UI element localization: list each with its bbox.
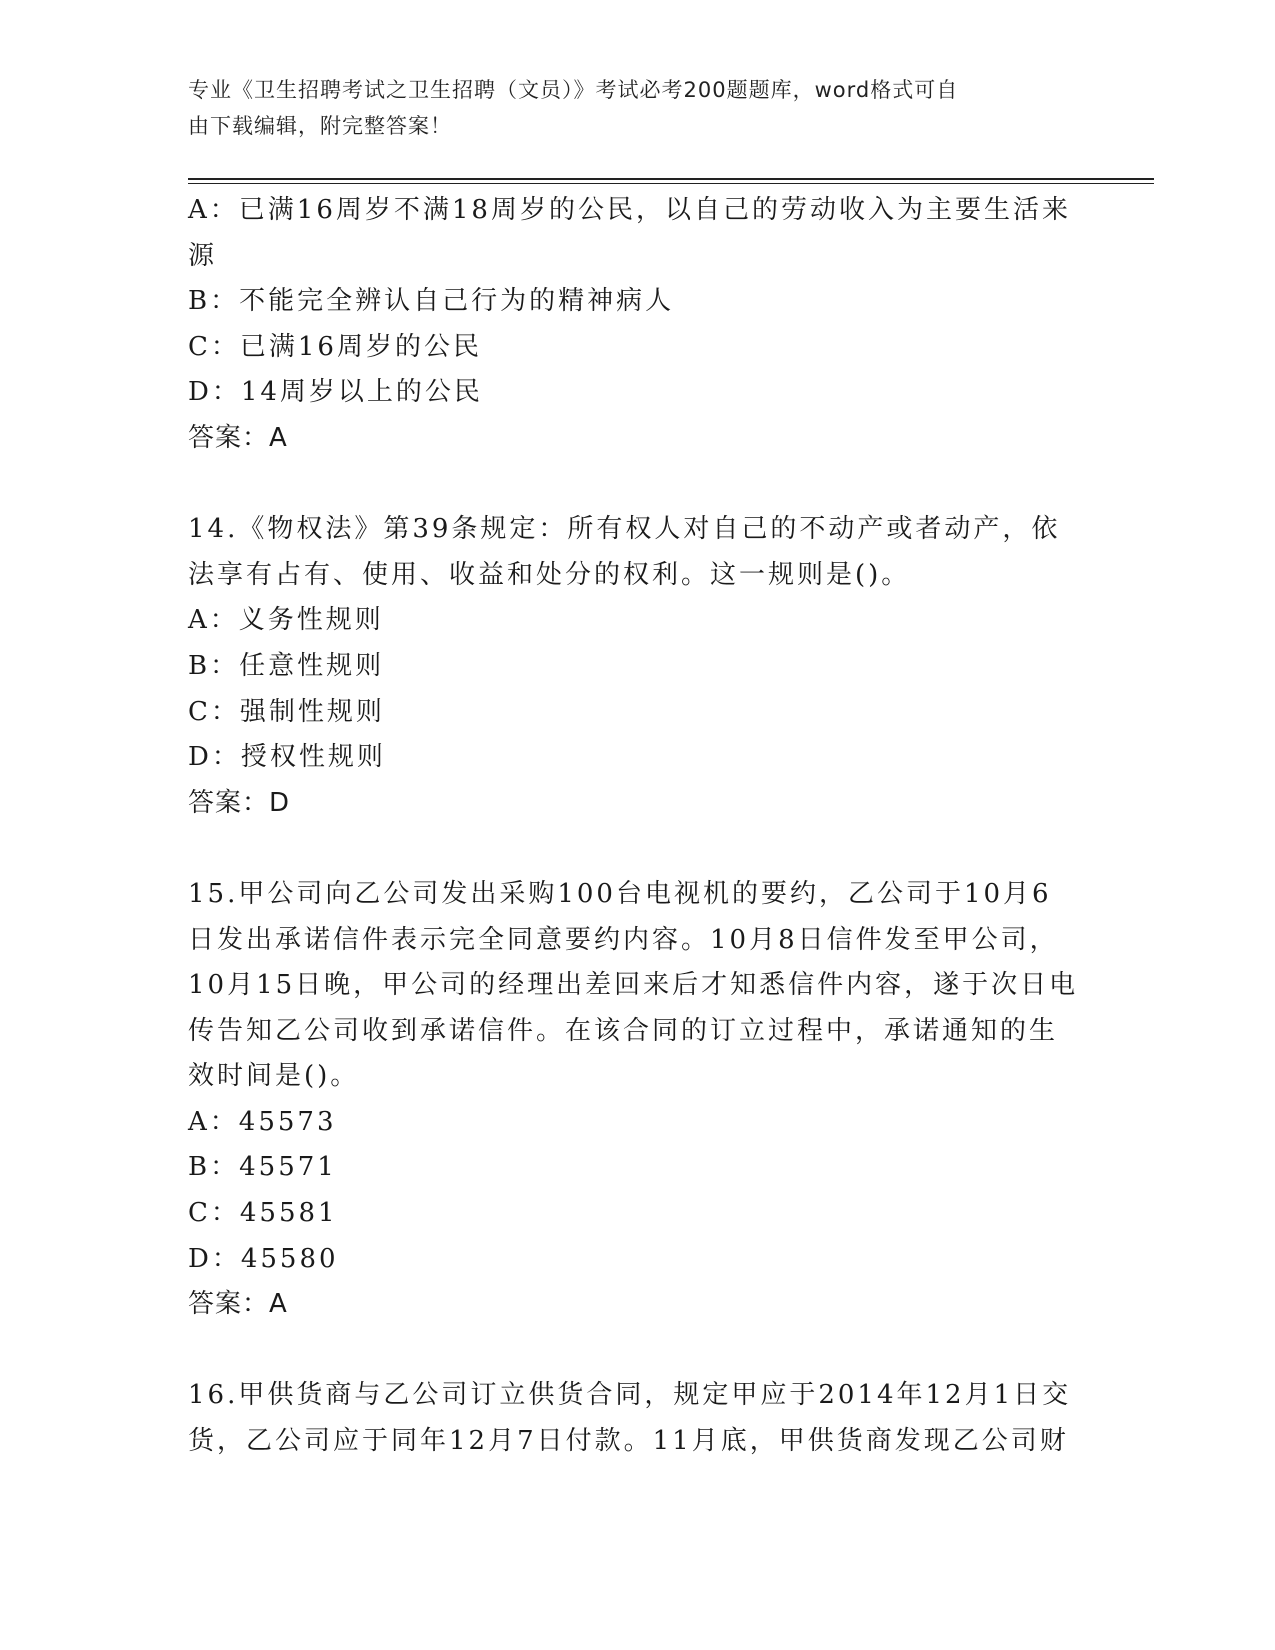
option-c: C：45581 [188,1198,338,1229]
header-line-1: 专业《卫生招聘考试之卫生招聘（文员）》考试必考200题题库，word格式可自 [188,78,959,102]
header-rule-thin [188,183,1154,184]
header-rule-thick [188,178,1154,180]
question-stem-line-2: 法享有占有、使用、收益和处分的权利。这一规则是()。 [188,559,911,590]
spacer [188,1328,1078,1374]
option-d: D：14周岁以上的公民 [188,377,483,408]
question-16 [188,1373,1078,1464]
spacer [188,462,1078,508]
option-c: C：已满16周岁的公民 [188,331,482,362]
question-13-options [188,188,1078,462]
question-15 [188,872,1078,1328]
option-b: B：任意性规则 [188,650,385,681]
option-a: A：45573 [188,1106,337,1137]
option-d: D：授权性规则 [188,742,386,773]
option-d: D：45580 [188,1243,339,1274]
header-line-2: 由下载编辑，附完整答案！ [188,114,452,138]
page-header [188,72,1068,144]
answer-line: 答案：A [188,1289,288,1320]
document-body [188,188,1078,1465]
option-b: B：不能完全辨认自己行为的精神病人 [188,286,675,317]
spacer [188,826,1078,872]
answer-line: 答案：D [188,787,291,818]
option-a: A：义务性规则 [188,605,384,636]
question-stem-line-2: 货，乙公司应于同年12月7日付款。11月底，甲供货商发现乙公司财 [188,1426,1069,1457]
option-a-line-1: A：已满16周岁不满18周岁的公民，以自己的劳动收入为主要生活来 [188,195,1071,225]
question-stem-line-1: 15.甲公司向乙公司发出采购100台电视机的要约，乙公司于10月6 [188,878,1052,909]
question-stem-line-5: 效时间是()。 [188,1061,360,1092]
question-14 [188,507,1078,826]
question-stem-line-1: 16.甲供货商与乙公司订立供货合同，规定甲应于2014年12月1日交 [188,1380,1072,1411]
option-c: C：强制性规则 [188,696,385,727]
option-a-line-2: 源 [188,240,218,271]
question-stem-line-1: 14.《物权法》第39条规定：所有权人对自己的不动产或者动产，依 [188,514,1061,545]
question-stem-line-3: 10月15日晚，甲公司的经理出差回来后才知悉信件内容，遂于次日电 [188,970,1079,1001]
question-stem-line-2: 日发出承诺信件表示完全同意要约内容。10月8日信件发至甲公司， [188,924,1059,955]
answer-line: 答案：A [188,422,288,453]
question-stem-line-4: 传告知乙公司收到承诺信件。在该合同的订立过程中，承诺通知的生 [188,1015,1059,1046]
option-b: B：45571 [188,1152,337,1183]
